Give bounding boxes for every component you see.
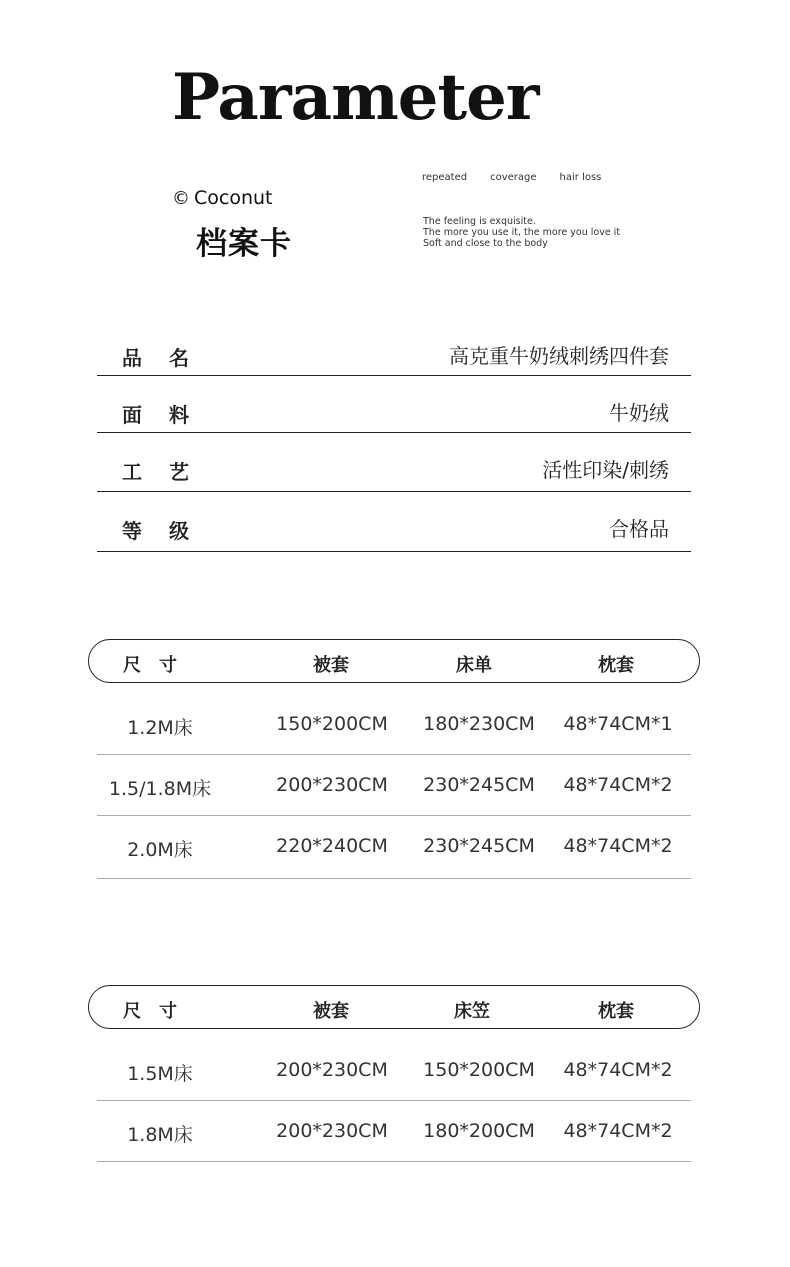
copyright-icon: © (172, 187, 190, 209)
param-label: 等 级 (122, 519, 189, 543)
cell: 150*200CM (276, 713, 388, 735)
tag: repeated (422, 172, 468, 183)
cell: 2.0M床 (127, 839, 193, 861)
cell: 180*200CM (423, 1120, 535, 1142)
param-row-craft (97, 451, 691, 492)
cell: 220*240CM (276, 835, 388, 857)
param-label: 工 艺 (122, 460, 189, 484)
table-row (97, 694, 691, 755)
cell: 48*74CM*2 (563, 774, 673, 796)
feature-tags (422, 172, 601, 183)
cell: 1.2M床 (127, 717, 193, 739)
param-label: 面 料 (122, 403, 189, 427)
header-pillow: 枕套 (598, 655, 634, 676)
cell: 180*230CM (423, 713, 535, 735)
table-row (97, 755, 691, 816)
header-duvet: 被套 (313, 655, 349, 676)
tag: hair loss (559, 172, 602, 183)
cell: 1.5/1.8M床 (108, 778, 212, 800)
param-value: 合格品 (609, 517, 669, 541)
brand-subtitle: 档案卡 (196, 226, 292, 262)
table-row (97, 816, 691, 879)
header-pillow: 枕套 (598, 1001, 634, 1022)
brand-logo (172, 187, 273, 209)
cell: 48*74CM*2 (563, 835, 673, 857)
cell: 48*74CM*2 (563, 1120, 673, 1142)
param-row-fabric (97, 393, 691, 433)
slogan-block (423, 216, 620, 249)
cell: 200*230CM (276, 774, 388, 796)
brand-name: Coconut (194, 187, 273, 209)
param-row-name (97, 336, 691, 376)
param-row-grade (97, 510, 691, 552)
header-fitted-sheet: 床笠 (454, 1001, 490, 1022)
cell: 48*74CM*1 (563, 713, 673, 735)
cell: 150*200CM (423, 1059, 535, 1081)
slogan-line: Soft and close to the body (423, 238, 548, 249)
header-duvet: 被套 (313, 1001, 349, 1022)
slogan-line: The feeling is exquisite. (423, 216, 536, 227)
tag: coverage (490, 172, 537, 183)
table-row (97, 1040, 691, 1101)
page-title: Parameter (172, 60, 539, 135)
cell: 48*74CM*2 (563, 1059, 673, 1081)
size-table-1-header (88, 639, 700, 683)
cell: 230*245CM (423, 774, 535, 796)
param-label: 品 名 (122, 346, 189, 370)
size-table-2-header (88, 985, 700, 1029)
cell: 1.8M床 (127, 1124, 193, 1146)
header-size: 尺 寸 (123, 1001, 177, 1022)
param-value: 活性印染/刺绣 (542, 458, 669, 482)
header-size: 尺 寸 (123, 655, 177, 676)
cell: 1.5M床 (127, 1063, 193, 1085)
table-row (97, 1101, 691, 1162)
cell: 200*230CM (276, 1059, 388, 1081)
slogan-line: The more you use it, the more you love it (423, 227, 621, 238)
cell: 230*245CM (423, 835, 535, 857)
param-value: 牛奶绒 (609, 401, 669, 425)
header-sheet: 床单 (456, 655, 492, 676)
param-value: 高克重牛奶绒刺绣四件套 (449, 344, 669, 368)
cell: 200*230CM (276, 1120, 388, 1142)
